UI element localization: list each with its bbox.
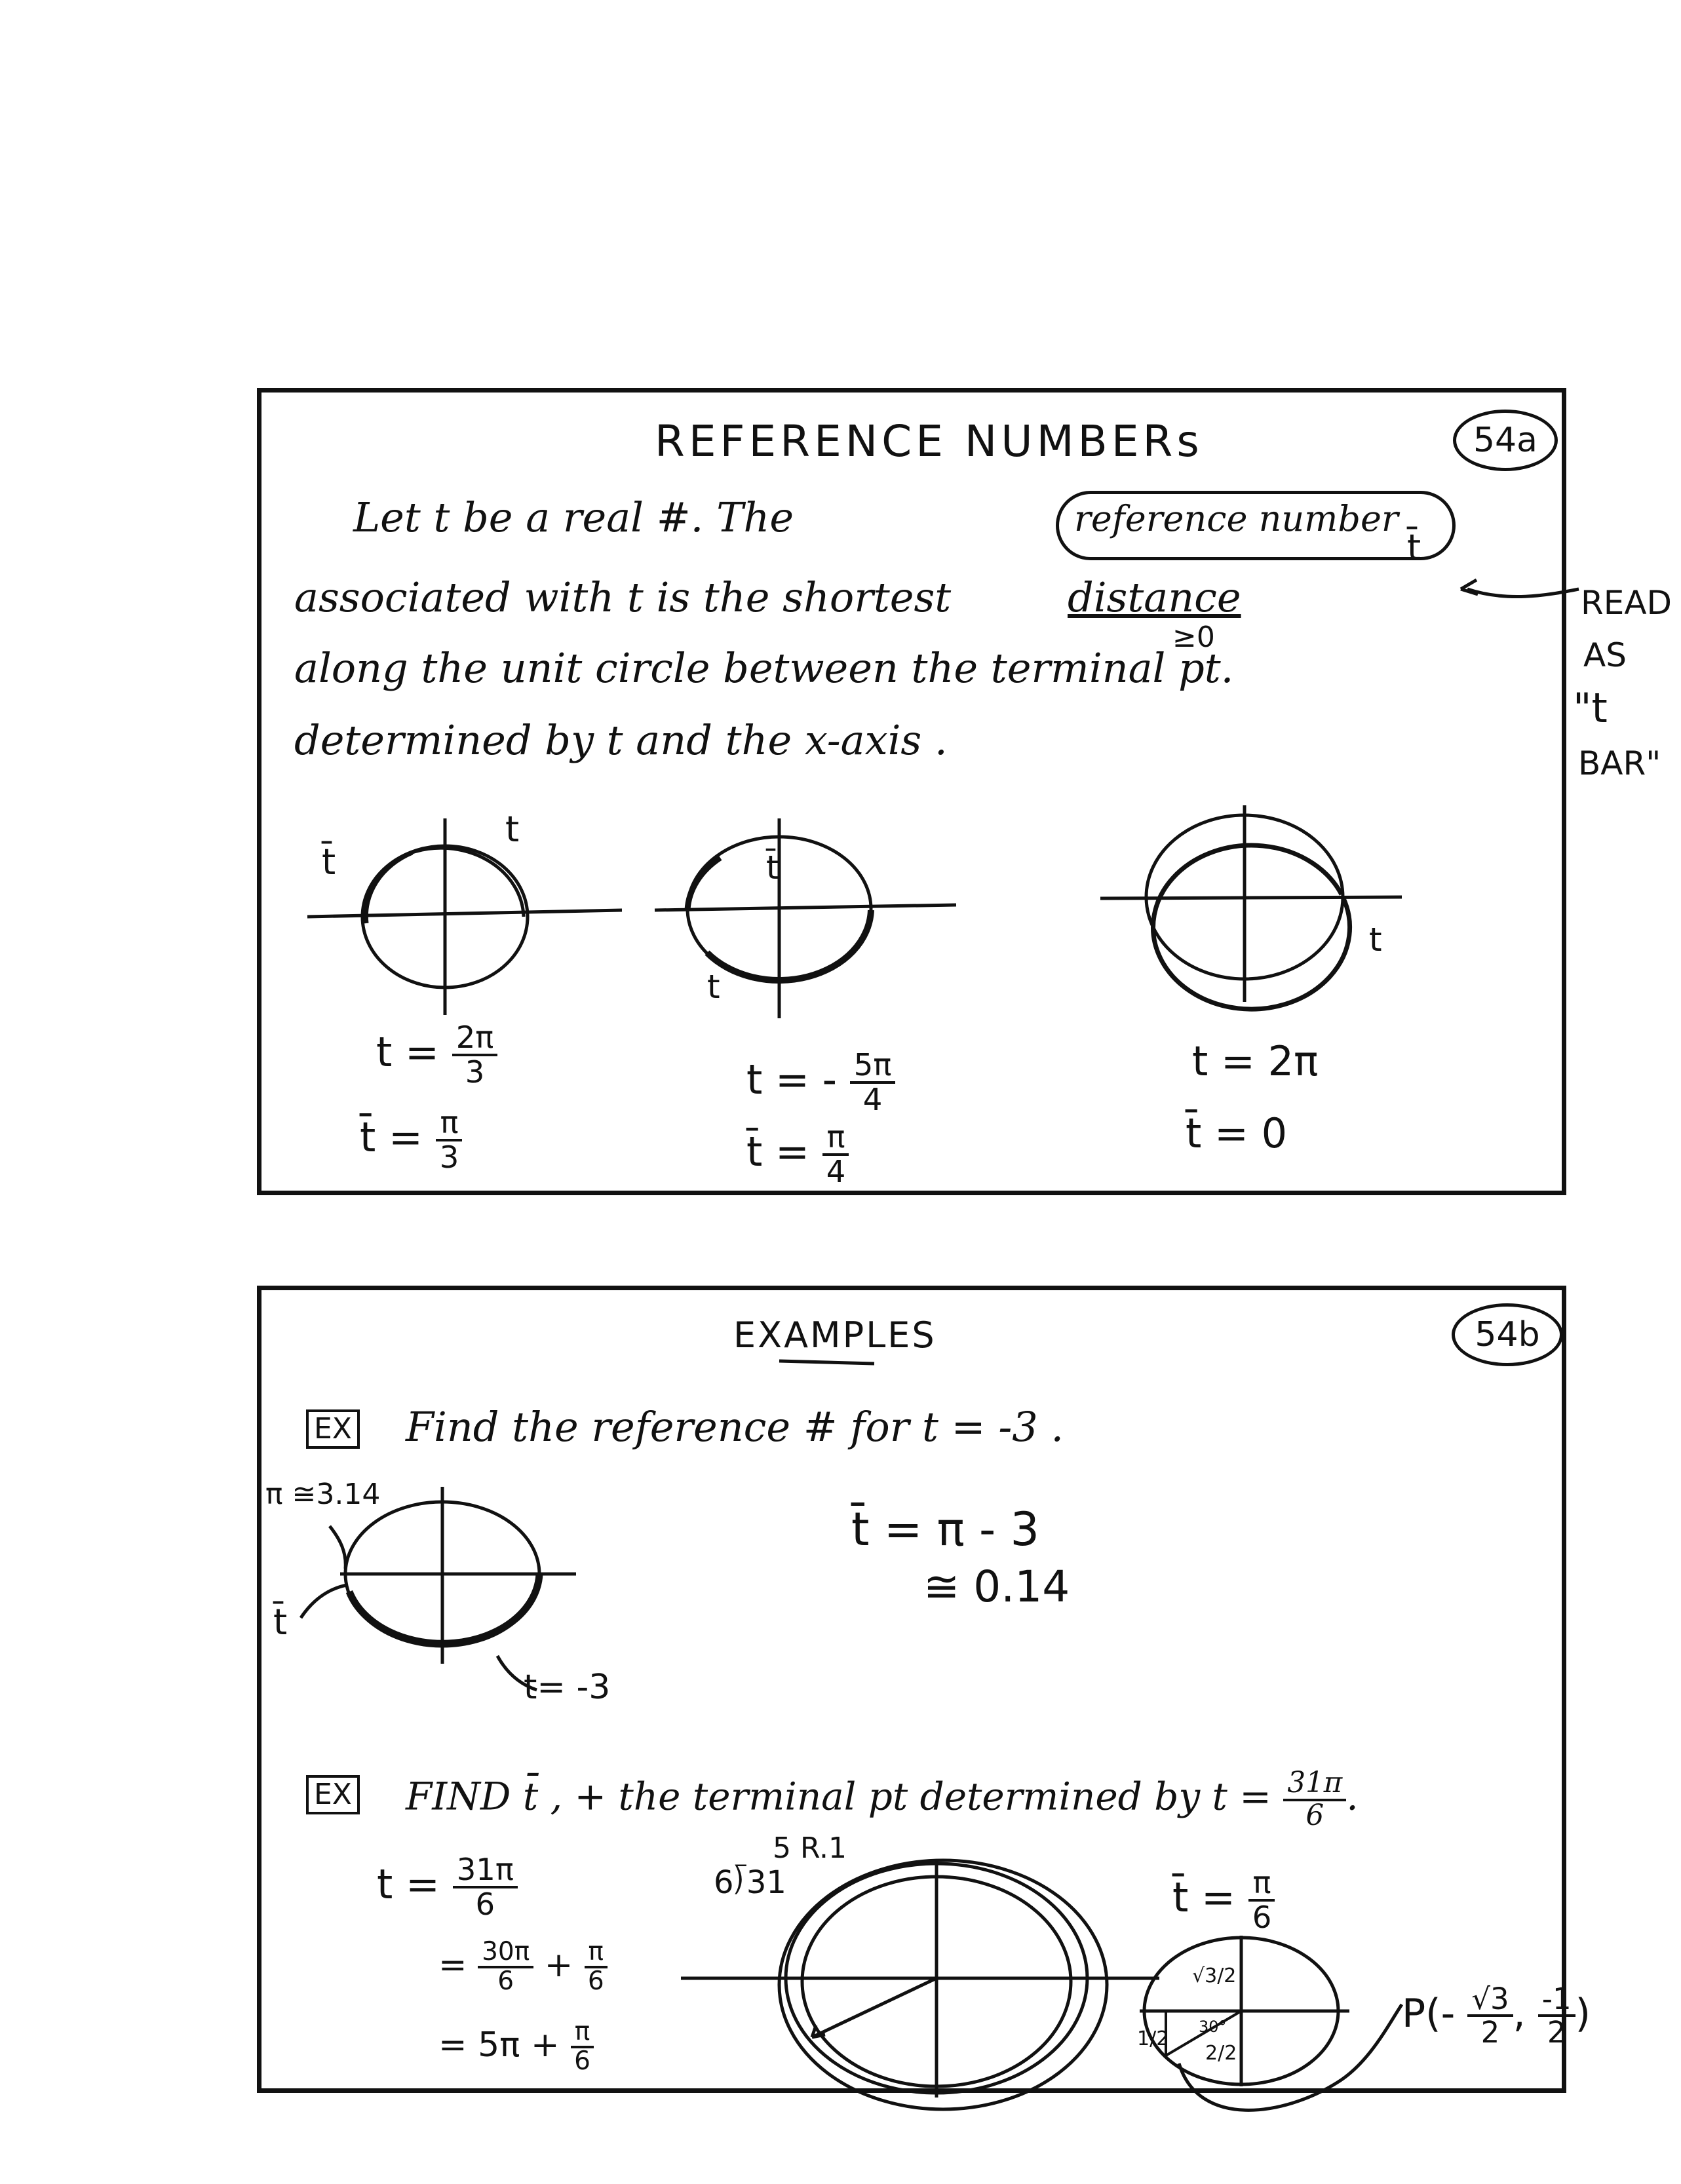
ex1-tbar-label: t̄ [273,1601,288,1643]
distance-note: ≥0 [1172,621,1215,654]
page-badge-2: 54b [1452,1303,1563,1366]
ex2-tri-top: √3/2 [1192,1964,1237,1987]
ex2-tag: EX [306,1775,360,1814]
tbar-symbol: t̄ [1407,527,1421,568]
card-title: REFERENCE NUMBERs [655,416,1203,467]
highlight-term: reference number [1074,498,1399,539]
ex2-tri-half-b: 2/2 [1205,2042,1237,2065]
ex2-diagrams [261,1290,1571,2098]
side-note-as: AS [1583,636,1627,674]
ex1-pi-note: π ≅3.14 [265,1478,381,1511]
ex2-terminal-point: P(- $\frac{√3}{2}$ , $\frac{-1}{2}$ ) [1402,1982,1591,2050]
ex1-t-label: t= -3 [524,1668,611,1707]
examples-card [257,1286,1591,2093]
ex2-step-3: = 5π + $\frac{\pi}{6}$ [438,2019,594,2075]
reference-numbers-card [257,388,1566,1195]
side-note-bar: BAR" [1578,744,1661,782]
ex1-answer-1: t̄ = π - 3 [851,1503,1040,1556]
diagram2-t-label: t [707,968,720,1006]
arc-t-2 [707,910,871,980]
definition-line-2: associated with t is the shortest [294,573,952,621]
ex2-tri-half-a: 1/2 [1137,2027,1169,2050]
ex1-tag: EX [306,1409,360,1449]
diagram1-t-eq: t = $\frac{2\pi}{3}$ [376,1022,497,1088]
ex2-division: 6⟌31 [714,1864,786,1901]
diagram3-t-label: t [1369,921,1382,959]
ex2-step-2: = $\frac{30\pi}{6}$ + $\frac{\pi}{6}$ [438,1939,608,1995]
ex2-step-1: t = $\frac{31\pi}{6}$ [377,1854,518,1921]
definition-line-3: along the unit circle between the terminal pt. [294,644,1234,692]
diagram3-tbar-eq: t̄ = 0 [1186,1109,1288,1157]
x-axis-1 [307,910,622,917]
x-axis-2 [655,905,956,910]
examples-title: EXAMPLES [733,1314,937,1356]
side-note-t: "t [1573,684,1608,732]
ex1-prompt: Find the reference # for t = -3 . [406,1403,1064,1451]
diagram3-t-eq: t = 2π [1192,1037,1319,1085]
ex2-radius [812,1978,937,2037]
distance-word: distance [1068,573,1241,621]
ex2-tbar-result: t̄ = $\frac{\pi}{6}$ [1172,1867,1275,1934]
diagram1-tbar-label: t̄ [322,841,336,883]
side-note-read: READ [1581,584,1672,622]
arc-t-3 [1153,845,1350,1009]
page-badge: 54a [1453,410,1558,471]
ex2-quotient: 5 R.1 [773,1831,847,1865]
diagram2-tbar-label: t̄ [766,849,779,887]
arc-t-1 [412,848,524,917]
ex1-answer-2: ≅ 0.14 [923,1561,1070,1612]
ex2-tri-angle: 30° [1199,2018,1227,2036]
definition-line-4: determined by t and the x-axis . [294,716,948,764]
diagram2-t-eq: t = - $\frac{5\pi}{4}$ [746,1049,895,1116]
definition-line-1: Let t be a real #. The [353,493,794,541]
read-as-arrow [1467,589,1579,597]
diagram2-tbar-eq: t̄ = $\frac{\pi}{4}$ [746,1121,849,1188]
diagram1-t-label: t [505,809,520,850]
diagram1-tbar-eq: t̄ = $\frac{\pi}{3}$ [360,1107,463,1174]
ex2-prompt: FIND t̄ , + the terminal pt determined by t = $\frac{31\pi}{6}$ . [406,1767,1359,1832]
x-axis-3 [1100,897,1402,898]
